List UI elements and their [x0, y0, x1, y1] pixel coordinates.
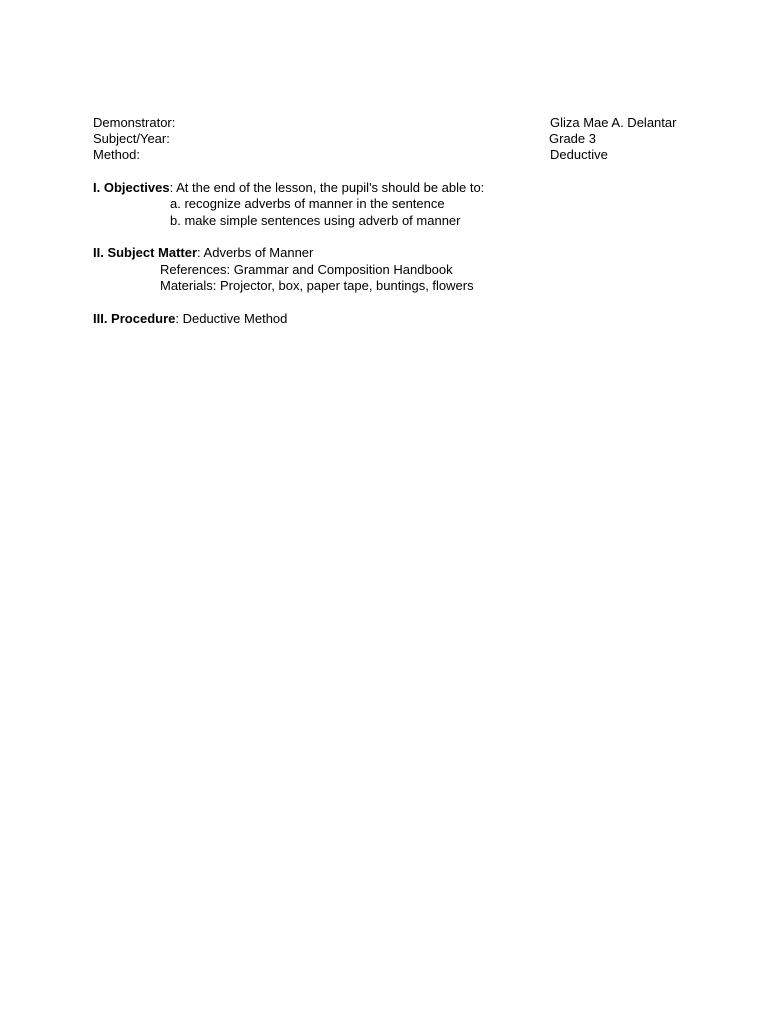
references-line: References: Grammar and Composition Handbook [160, 262, 453, 277]
objectives-line [93, 180, 484, 196]
demonstrator-value: Gliza Mae A. Delantar [550, 115, 677, 130]
procedure-heading: III. Procedure [93, 311, 176, 326]
subject-matter-heading: II. Subject Matter [93, 245, 198, 260]
method-value: Deductive [550, 147, 608, 162]
objective-item-b: b. make simple sentences using adverb of manner [170, 213, 461, 228]
procedure-line [93, 311, 287, 327]
subject-label: Subject/Year: [93, 131, 170, 146]
procedure-text: : Deductive Method [175, 311, 288, 326]
method-label: Method: [93, 147, 140, 162]
subject-matter-line [93, 245, 313, 261]
materials-line: Materials: Projector, box, paper tape, buntings, flowers [160, 278, 474, 293]
objectives-intro: : At the end of the lesson, the pupil's should be able to: [169, 180, 485, 195]
subject-value: Grade 3 [549, 131, 596, 146]
demonstrator-label: Demonstrator: [93, 115, 176, 130]
objectives-heading: I. Objectives [93, 180, 170, 195]
objective-item-a: a. recognize adverbs of manner in the sentence [170, 196, 445, 211]
subject-matter-topic: : Adverbs of Manner [197, 245, 314, 260]
